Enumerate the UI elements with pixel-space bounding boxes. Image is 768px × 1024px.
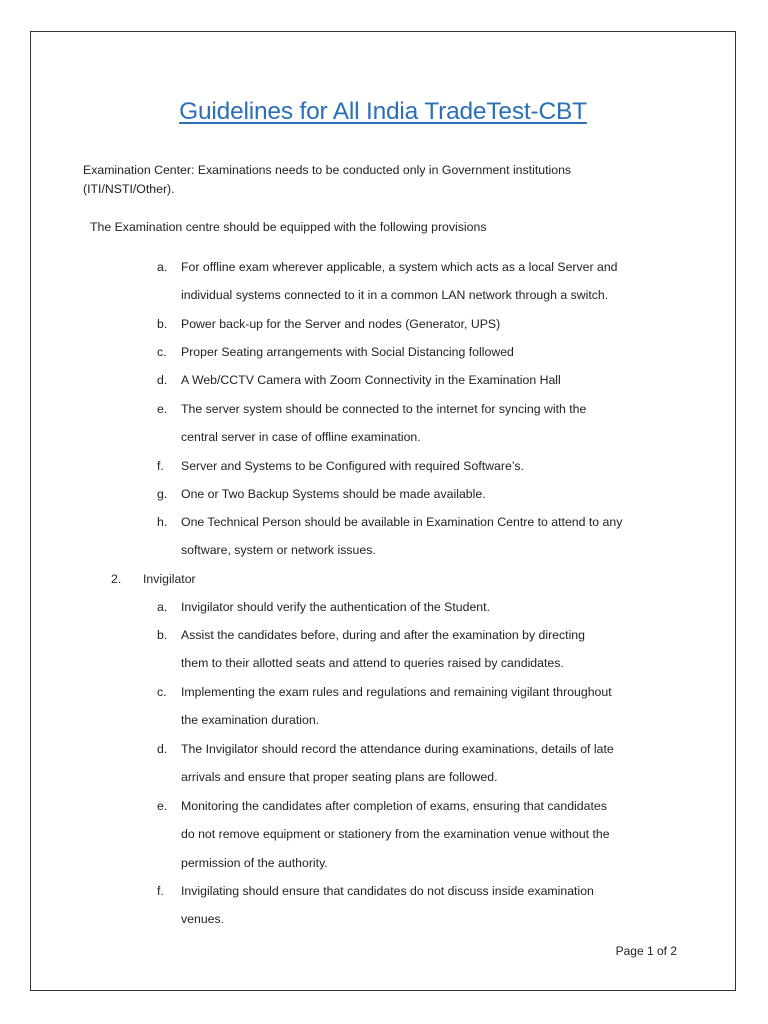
list-item-text: central server in case of offline examination. bbox=[181, 430, 421, 445]
list-item-text: Power back-up for the Server and nodes (Generator, UPS) bbox=[181, 317, 501, 331]
list-marker: f. bbox=[157, 459, 164, 473]
list-item-text: The server system should be connected to the internet for syncing with the bbox=[181, 402, 587, 416]
list-item-text: Proper Seating arrangements with Social Distancing followed bbox=[181, 345, 514, 359]
list-marker: f. bbox=[157, 884, 164, 898]
list-marker: e. bbox=[157, 402, 168, 416]
document-page bbox=[30, 31, 736, 991]
page-number: Page 1 of 2 bbox=[615, 944, 677, 958]
list-item-text: Invigilator should verify the authentication of the Student. bbox=[181, 600, 490, 614]
list-item-text: arrivals and ensure that proper seating plans are followed. bbox=[181, 770, 498, 785]
list-marker: a. bbox=[157, 600, 168, 614]
provisions-heading: The Examination centre should be equipped with the following provisions bbox=[90, 220, 487, 234]
list-item-text: permission of the authority. bbox=[181, 855, 328, 870]
list-item-text: do not remove equipment or stationery from the examination venue without the bbox=[181, 827, 610, 842]
list-marker: c. bbox=[157, 345, 167, 359]
list-item-text: Implementing the exam rules and regulations and remaining vigilant throughout bbox=[181, 685, 612, 699]
list-item-text: software, system or network issues. bbox=[181, 543, 376, 558]
list-item-text: venues. bbox=[181, 912, 225, 927]
list-item-text: the examination duration. bbox=[181, 713, 320, 728]
list-marker: h. bbox=[157, 515, 168, 529]
list-marker: g. bbox=[157, 487, 168, 501]
list-marker: a. bbox=[157, 260, 168, 274]
list-item-text: Invigilating should ensure that candidates do not discuss inside examination bbox=[181, 884, 594, 898]
intro-text-line-1: Examination Center: Examinations needs to be conducted only in Government institutions bbox=[83, 163, 572, 177]
list-marker: b. bbox=[157, 628, 168, 642]
list-marker: b. bbox=[157, 317, 168, 331]
list-item-text: Server and Systems to be Configured with required Software’s. bbox=[181, 459, 524, 473]
list-item-text: One or Two Backup Systems should be made available. bbox=[181, 487, 486, 501]
list-item-text: them to their allotted seats and attend to queries raised by candidates. bbox=[181, 656, 564, 671]
list-marker: e. bbox=[157, 799, 168, 813]
intro-text-line-2: (ITI/NSTI/Other). bbox=[83, 182, 175, 196]
list-marker: c. bbox=[157, 685, 167, 699]
list-marker: d. bbox=[157, 373, 168, 387]
list-marker: d. bbox=[157, 742, 168, 756]
section-title: Invigilator bbox=[143, 572, 196, 586]
list-item-text: A Web/CCTV Camera with Zoom Connectivity in the Examination Hall bbox=[181, 373, 561, 387]
section-number: 2. bbox=[111, 572, 122, 586]
list-item-text: Assist the candidates before, during and after the examination by directing bbox=[181, 628, 585, 642]
list-item-text: The Invigilator should record the attendance during examinations, details of late bbox=[181, 742, 614, 756]
document-title: Guidelines for All India TradeTest-CBT bbox=[179, 98, 587, 125]
list-item-text: For offline exam wherever applicable, a system which acts as a local Server and bbox=[181, 260, 618, 274]
list-item-text: Monitoring the candidates after completion of exams, ensuring that candidates bbox=[181, 799, 607, 813]
list-item-text: individual systems connected to it in a common LAN network through a switch. bbox=[181, 288, 609, 303]
list-item-text: One Technical Person should be available in Examination Centre to attend to any bbox=[181, 515, 623, 529]
